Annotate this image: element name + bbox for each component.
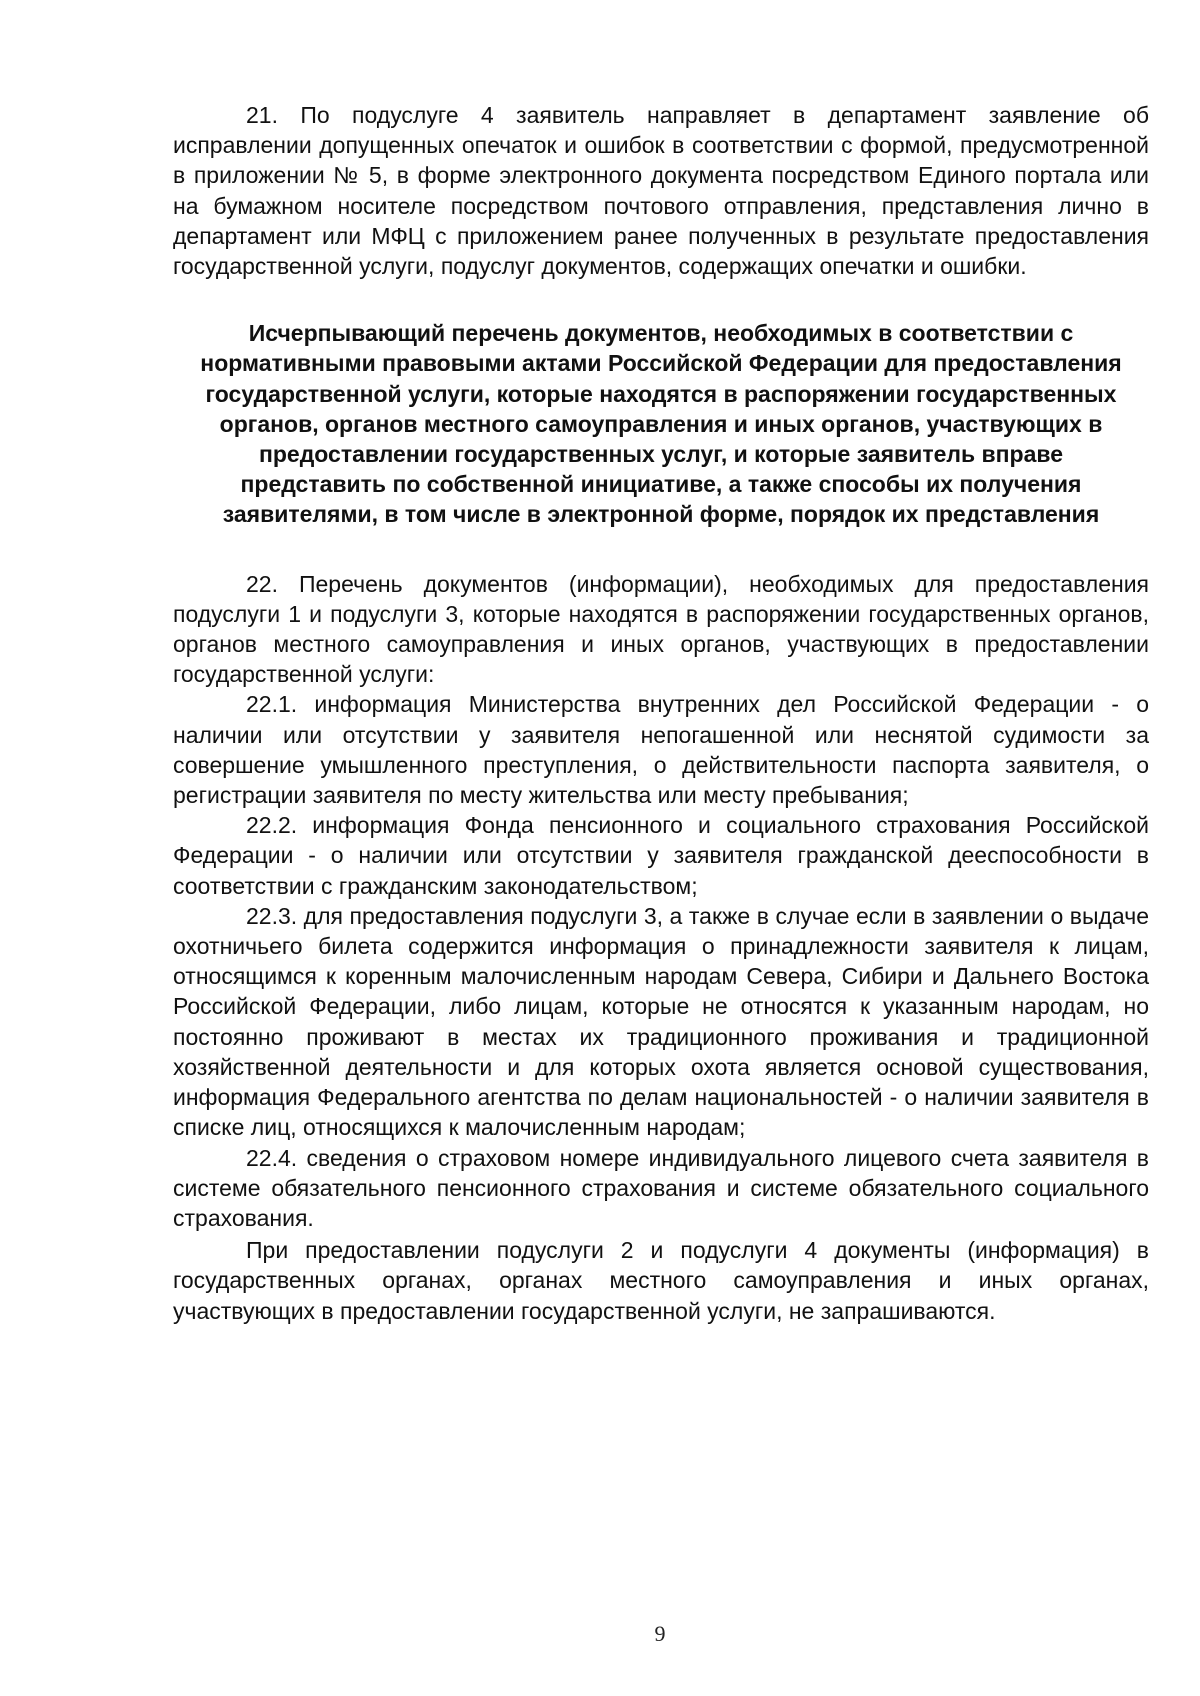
paragraph-final: При предоставлении подуслуги 2 и подуслуги 4 документы (информация) в государственных органах, органах местного самоуправления и иных органах, участвующих в предоставлении государственной услуги, не запрашиваются.	[173, 1237, 1149, 1324]
paragraph-22-2: 22.2. информация Фонда пенсионного и социального страхования Российской Федерации - о наличии или отсутствии у заявителя гражданской дееспособности в соответствии с гражданским законодательством;	[173, 812, 1149, 899]
paragraph-22-1: 22.1. информация Министерства внутренних дел Российской Федерации - о наличии или отсутствии у заявителя непогашенной или неснятой судимости за совершение умышленного преступления, о действительности паспорта заявителя, о регистрации заявителя по месту жительства или месту пребывания;	[173, 691, 1149, 809]
paragraph-22-4: 22.4. сведения о страховом номере индивидуального лицевого счета заявителя в системе обязательного пенсионного страхования и системе обязательного социального страхования.	[173, 1144, 1149, 1231]
paragraph-22-3: 22.3. для предоставления подуслуги 3, а также в случае если в заявлении о выдаче охотничьего билета содержится информация о принадлежности заявителя к лицам, относящимся к коренным малочисленным народам Севера, Сибири и Дальнего Востока Российской Федерации, либо лицам, которые не относятся к указанным народам, но постоянно проживают в местах их традиционного проживания и традиционной хозяйственной деятельности и для которых охота является основой существования, информация Федерального агентства по делам национальностей - о наличии заявителя в списке лиц, относящихся к малочисленным народам;	[173, 902, 1149, 1141]
section-heading: Исчерпывающий перечень документов, необходимых в соответствии с нормативными правовыми актами Российской Федерации для предоставления государственной услуги, которые находятся в распоряжении государственных органов, органов местного самоуправления и иных органов, участвующих в предоставлении государственных услуг, и которые заявитель вправе представить по собственной инициативе, а также способы их получения заявителями, в том числе в электронной форме, порядок их представления	[200, 320, 1122, 528]
document-body	[173, 100, 1149, 1326]
page-number: 9	[654, 1621, 666, 1646]
paragraph-22: 22. Перечень документов (информации), необходимых для предоставления подуслуги 1 и подуслуги 3, которые находятся в распоряжении государственных органов, органов местного самоуправления и иных органов, участвующих в предоставлении государственной услуги:	[173, 570, 1149, 688]
paragraph-21: 21. По подуслуге 4 заявитель направляет в департамент заявление об исправлении допущенных опечаток и ошибок в соответствии с формой, предусмотренной в приложении № 5, в форме электронного документа посредством Единого портала или на бумажном носителе посредством почтового отправления, представления лично в департамент или МФЦ с приложением ранее полученных в результате предоставления государственной услуги, подуслуг документов, содержащих опечатки и ошибки.	[173, 102, 1149, 280]
